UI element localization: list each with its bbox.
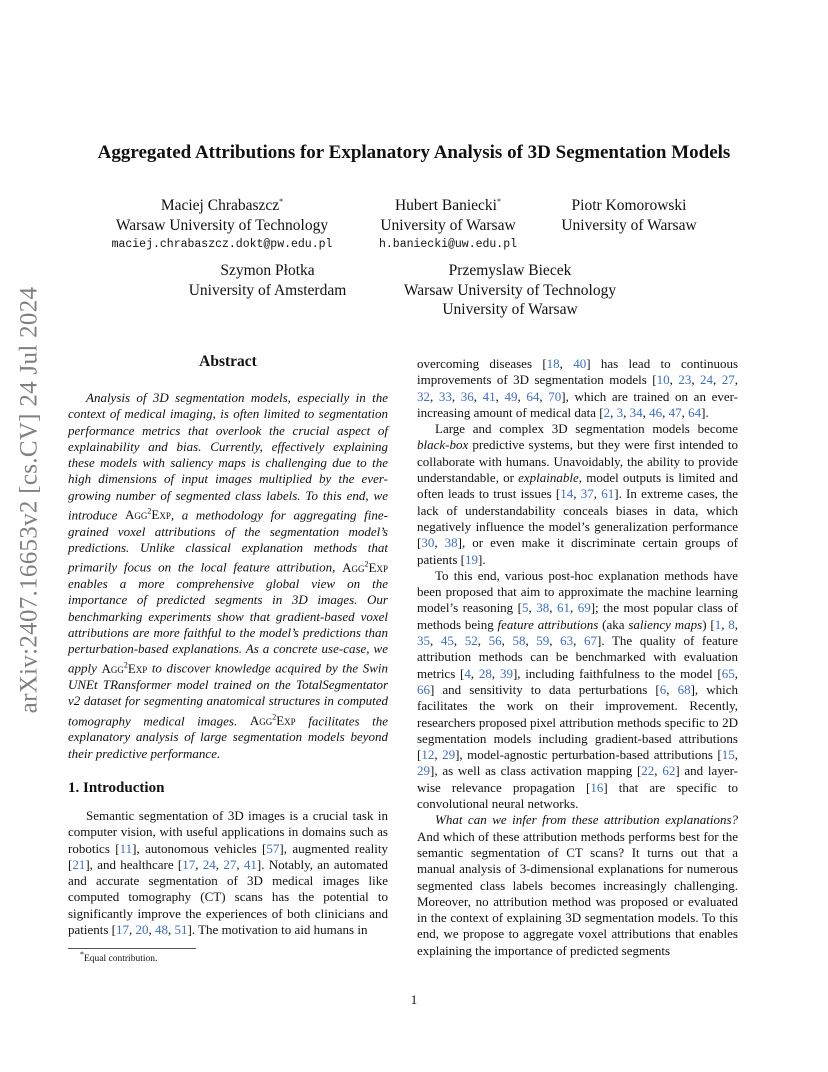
author-affiliation: University of Warsaw	[380, 216, 516, 234]
footnote-mark: *	[80, 949, 84, 959]
equal-contribution-mark: *	[279, 196, 284, 206]
author-name: Maciej Chrabaszcz	[160, 197, 280, 214]
equal-contribution-mark: *	[497, 196, 501, 206]
author-block-5	[390, 261, 630, 320]
introduction-left-column: Semantic segmentation of 3D images is a crucial task in computer vision, with useful applications in domains such as robotics [11], autonomous vehicles [57], augmented reality [21], and healthcare [17, 24, 27, 41]. Notably, an automated and accurate segmentation of 3D medical images like computed tomography (CT) scans has the potential to significantly improve the experiences of both clinicians and patients [17, 20, 48, 51]. The motivation to aid humans in	[68, 808, 388, 938]
introduction-heading: 1. Introduction	[68, 780, 165, 796]
author-name: Szymon Płotka	[220, 262, 315, 279]
footnote	[80, 949, 158, 964]
author-block-1	[98, 196, 346, 254]
paper-title: Aggregated Attributions for Explanatory Analysis of 3D Segmentation Models	[97, 142, 731, 163]
arxiv-stamp-text: arXiv:2407.16653v2 [cs.CV] 24 Jul 2024	[15, 286, 42, 714]
footnote-rule	[68, 948, 196, 949]
author-email[interactable]: h.baniecki@uw.edu.pl	[378, 238, 518, 251]
abstract-body: Analysis of 3D segmentation models, especially in the context of medical imaging, is often limited to segmentation performance metrics that overlook the crucial aspect of explainability and bias. Currently, effectively explaining these models with saliency maps is challenging due to the high dimensions of input images multiplied by the ever-growing number of segmented class labels. To this end, we introduce Agg$^2$Exp, a methodology for aggregating fine-grained voxel attributions of the segmentation model’s predictions. Unlike classical explanation methods that primarily focus on the local feature attribution, Agg$^2$Exp enables a more comprehensive global view on the importance of predicted segments in 3D images. Our benchmarking experiments show that gradient-based voxel attributions are more faithful to the model’s predictions than perturbation-based explanations. As a concrete use-case, we apply Agg$^2$Exp to discover knowledge acquired by the Swin UNEt TRansformer model trained on the TotalSegmentator v2 dataset for segmenting anatomical structures in computed tomography medical images. Agg$^2$Exp facilitates the explanatory analysis of large segmentation models beyond their predictive performance.	[68, 390, 388, 761]
author-affiliation: University of Amsterdam	[188, 281, 347, 299]
arxiv-stamp	[8, 286, 50, 714]
introduction-right-column: overcoming diseases [18, 40] has lead to continuous improvements of 3D segmentation models [10, 23, 24, 27, 32, 33, 36, 41, 49, 64, 70], which are trained on an ever-increasing amount of medical data [2, 3, 34, 46, 47, 64]. Large and complex 3D segmentation models become black-box predictive systems, but they were first intended to collaborate with humans. Unavoidably, the ability to provide understandable, or explainable, model outputs is limited and often leads to trust issues [14, 37, 61]. In extreme cases, the lack of understandability conceals biases in data, which negatively influence the model’s generalization performance [30, 38], or even make it discriminate certain groups of patients [19]. To this end, various post-hoc explanation methods have been proposed that aim to approximate the machine learning model’s reasoning [5, 38, 61, 69]; the most popular class of methods being feature attributions (aka saliency maps) [1, 8, 35, 45, 52, 56, 58, 59, 63, 67]. The quality of feature attribution methods can be benchmarked with evaluation metrics [4, 28, 39], including faithfulness to the model [65, 66] and sensitivity to data perturbations [6, 68], which facilitates the work on their improvement. Recently, researchers proposed pixel attribution methods specific to 2D segmentation models including gradient-based attributions [12, 29], model-agnostic perturbation-based attributions [15, 29], as well as class activation mapping [22, 62] and layer-wise relevance propagation [16] that are specific to convolutional neural networks. What can we infer from these attribution explanations? And which of these attribution methods performs best for the semantic segmentation of CT scans? It turns out that a manual analysis of 3-dimensional explanations for numerous segmented class labels becomes increasingly challenging. Moreover, no attribution method was proposed or evaluated in the context of explaining 3D segmentation models. To this end, we propose to aggregate voxel attributions that enables explaining the importance of predicted segments	[417, 356, 739, 958]
author-affiliation: University of Warsaw	[561, 216, 697, 234]
footnote-text: Equal contribution.	[84, 954, 158, 964]
author-block-2	[362, 196, 534, 254]
author-name: Przemyslaw Biecek	[448, 262, 572, 279]
author-email[interactable]: maciej.chrabaszcz.dokt@pw.edu.pl	[111, 238, 333, 251]
author-name: Hubert Baniecki	[394, 197, 497, 214]
abstract-heading: Abstract	[199, 353, 257, 370]
author-block-4	[170, 261, 365, 300]
author-block-3	[548, 196, 710, 235]
author-affiliation: Warsaw University of Technology	[403, 281, 617, 299]
author-name: Piotr Komorowski	[571, 197, 687, 214]
author-affiliation: University of Warsaw	[442, 301, 578, 318]
page-number: 1	[410, 992, 418, 1007]
author-affiliation: Warsaw University of Technology	[115, 216, 329, 234]
